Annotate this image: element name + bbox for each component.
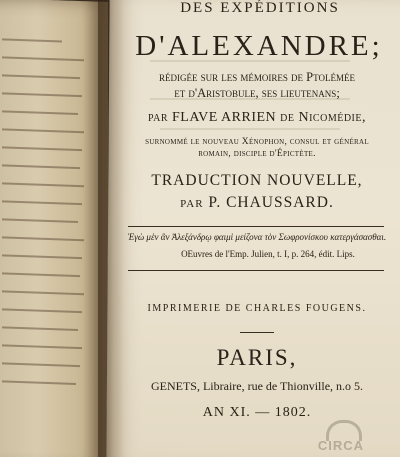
publication-date: AN XI. — 1802.: [202, 405, 312, 420]
facing-page-text-line: [2, 92, 82, 97]
facing-page-text-line: [2, 362, 80, 367]
facing-page-text-line: [2, 380, 76, 385]
rule-top: [128, 226, 384, 227]
redaction-line-1: rédigée sur les mémoires de Ptolémée: [159, 70, 355, 84]
facing-page-text-line: [2, 146, 82, 151]
facing-page-text-line: [2, 290, 84, 295]
facing-page-text-line: [2, 218, 78, 223]
facing-page: [0, 0, 108, 457]
greek-epigraph: Ἐγὼ μὲν ἂν Ἀλεξάνδρῳ φαιμὶ μείζονα τὸν Σωφρονίσκου κατεργάσασθαι.: [127, 232, 387, 242]
facing-page-text-line: [2, 200, 82, 205]
surname-line-1: surnommé le nouveau Xénophon, consul et général: [145, 137, 369, 147]
redaction-line-2: et d'Aristobule, ses lieutenans;: [174, 86, 340, 100]
facing-page-text-line: [2, 272, 80, 277]
facing-page-text-line: [2, 326, 78, 331]
facing-page-text-line: [2, 182, 84, 187]
facing-page-text-line: [2, 344, 82, 349]
translator-line: par P. CHAUSSARD.: [180, 194, 334, 211]
city: PARIS,: [216, 345, 298, 370]
epigraph-citation: OEuvres de l'Emp. Julien, t. I, p. 264, édit. Lips.: [181, 249, 355, 259]
facing-page-text-line: [2, 38, 62, 42]
facing-page-text-line: [2, 110, 78, 115]
printer-line: IMPRIMERIE DE CHARLES FOUGENS.: [147, 303, 367, 314]
short-divider: [240, 332, 274, 333]
facing-page-text-line: [2, 128, 84, 133]
facing-page-text-line: [2, 254, 82, 259]
show-through-line: [160, 128, 340, 130]
facing-page-text-line: [2, 74, 80, 79]
main-title: D'ALEXANDRE;: [135, 30, 383, 62]
publisher-line: GENETS, Libraire, rue de Thionville, n.o 5.: [150, 379, 364, 393]
rule-bottom: [128, 270, 384, 271]
author-line: par FLAVE ARRIEN de Nicomédie,: [147, 110, 366, 125]
watermark-text: CIRCA: [317, 438, 365, 453]
facing-page-text-line: [2, 56, 84, 61]
surname-line-2: romain, disciple d'Épictète.: [198, 149, 316, 159]
header-text: DES EXPÉDITIONS: [180, 0, 340, 16]
facing-page-text-line: [2, 236, 84, 241]
translation-label: TRADUCTION NOUVELLE,: [151, 172, 363, 189]
facing-page-text-line: [2, 308, 82, 313]
facing-page-text-line: [2, 164, 80, 169]
